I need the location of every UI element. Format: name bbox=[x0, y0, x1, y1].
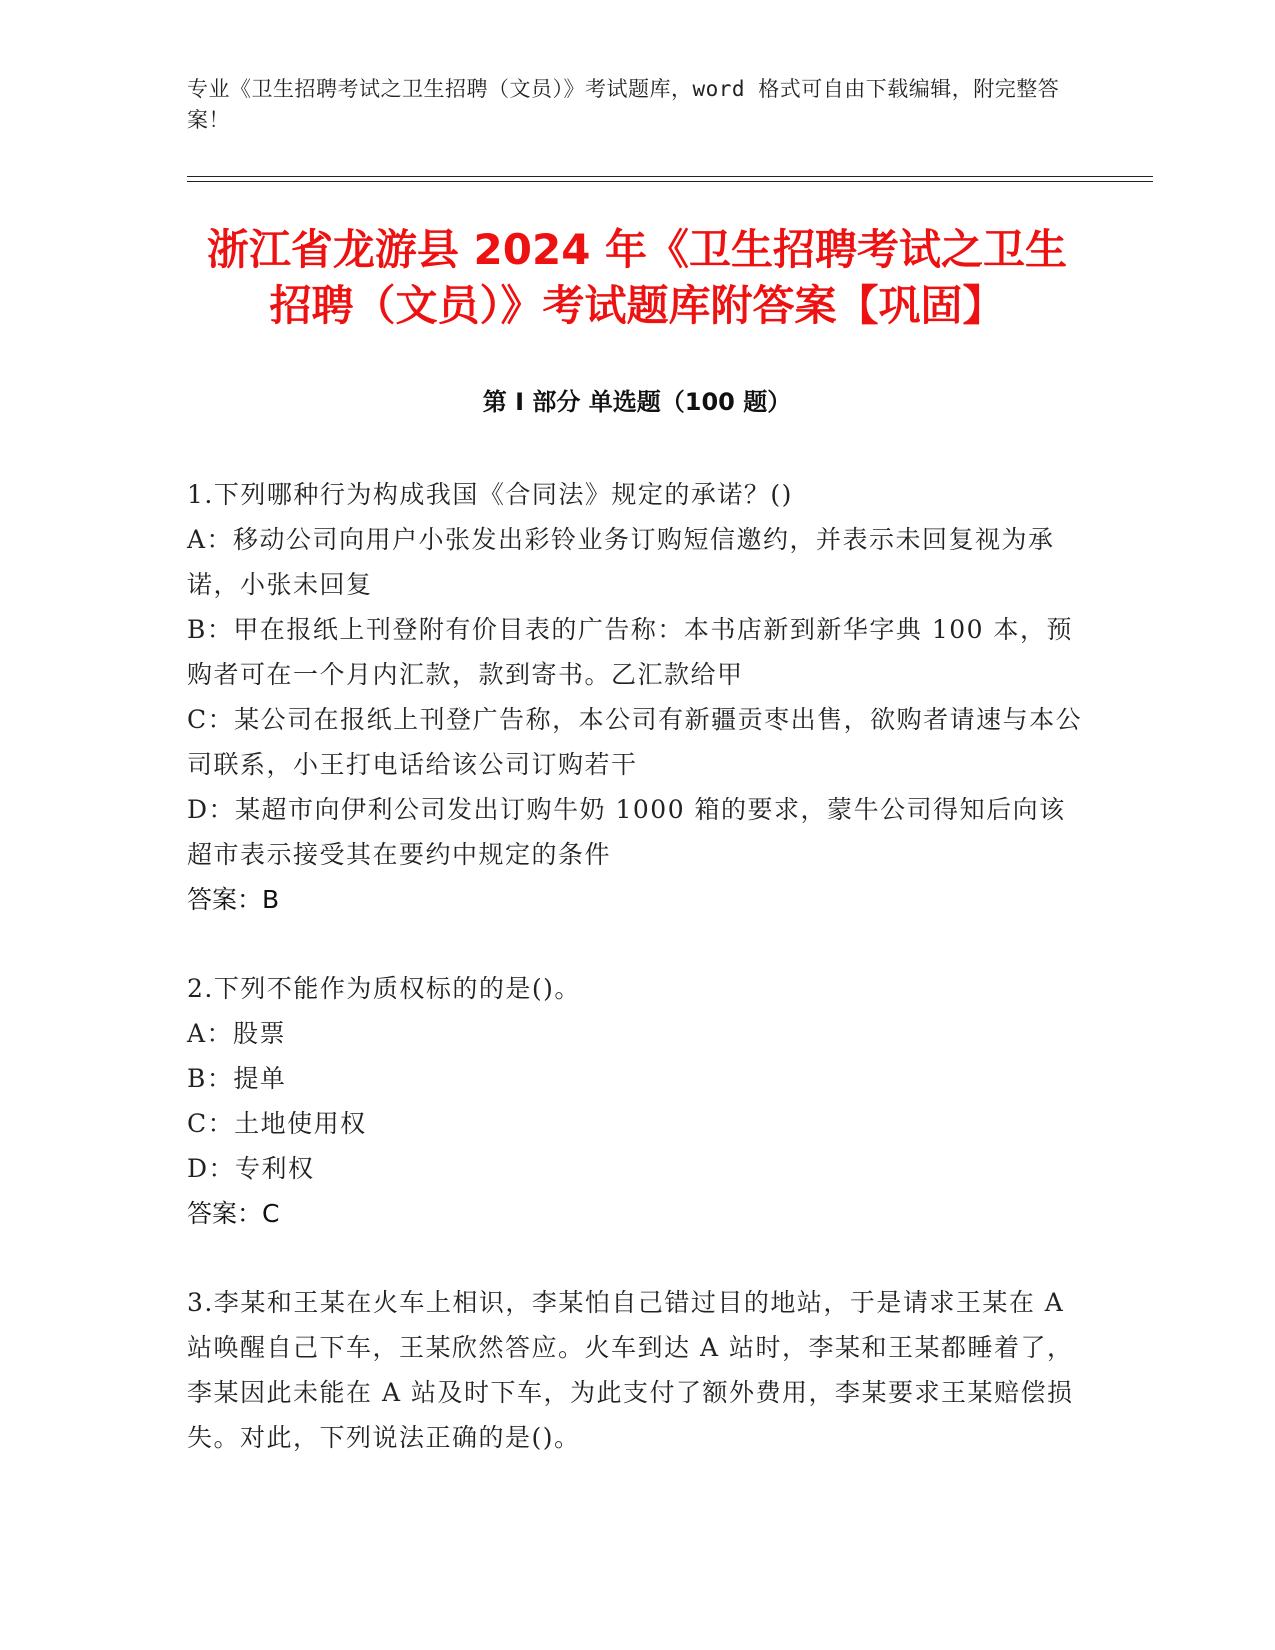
option-b: B：甲在报纸上刊登附有价目表的广告称：本书店新到新华字典 100 本，预购者可在一个月内汇款，款到寄书。乙汇款给甲 bbox=[187, 615, 1073, 689]
option-d: D：专利权 bbox=[187, 1154, 315, 1183]
option-c: C：某公司在报纸上刊登广告称，本公司有新疆贡枣出售，欲购者请速与本公司联系，小王打电话给该公司订购若干 bbox=[187, 705, 1083, 779]
option-d: D：某超市向伊利公司发出订购牛奶 1000 箱的要求，蒙牛公司得知后向该超市表示接受其在要约中规定的条件 bbox=[187, 795, 1066, 869]
question-2 bbox=[187, 966, 1087, 1236]
header-divider-top bbox=[187, 176, 1153, 177]
answer: 答案：B bbox=[187, 885, 280, 914]
section-heading: 第 I 部分 单选题（100 题） bbox=[482, 388, 792, 416]
option-a: A：股票 bbox=[187, 1019, 287, 1048]
option-b: B：提单 bbox=[187, 1064, 287, 1093]
option-c: C：土地使用权 bbox=[187, 1109, 367, 1138]
question-text: 3.李某和王某在火车上相识，李某怕自己错过目的地站，于是请求王某在 A 站唤醒自己下车，王某欣然答应。火车到达 A 站时，李某和王某都睡着了，李某因此未能在 A 站及时下车，为此支付了额外费用，李某要求王某赔偿损失。对此，下列说法正确的是()。 bbox=[187, 1288, 1074, 1452]
answer: 答案：C bbox=[187, 1199, 280, 1228]
question-list bbox=[187, 472, 1087, 1504]
question-1 bbox=[187, 472, 1087, 922]
document-title: 浙江省龙游县 2024 年《卫生招聘考试之卫生招聘（文员）》考试题库附答案【巩固】 bbox=[206, 225, 1068, 330]
question-3 bbox=[187, 1280, 1087, 1460]
header-divider-bottom bbox=[187, 181, 1153, 182]
question-text: 1.下列哪种行为构成我国《合同法》规定的承诺？() bbox=[187, 480, 793, 509]
option-a: A：移动公司向用户小张发出彩铃业务订购短信邀约，并表示未回复视为承诺，小张未回复 bbox=[187, 525, 1055, 599]
question-text: 2.下列不能作为质权标的的是()。 bbox=[187, 974, 581, 1003]
header-note: 专业《卫生招聘考试之卫生招聘（文员）》考试题库，word 格式可自由下载编辑，附完整答案！ bbox=[187, 77, 1060, 132]
